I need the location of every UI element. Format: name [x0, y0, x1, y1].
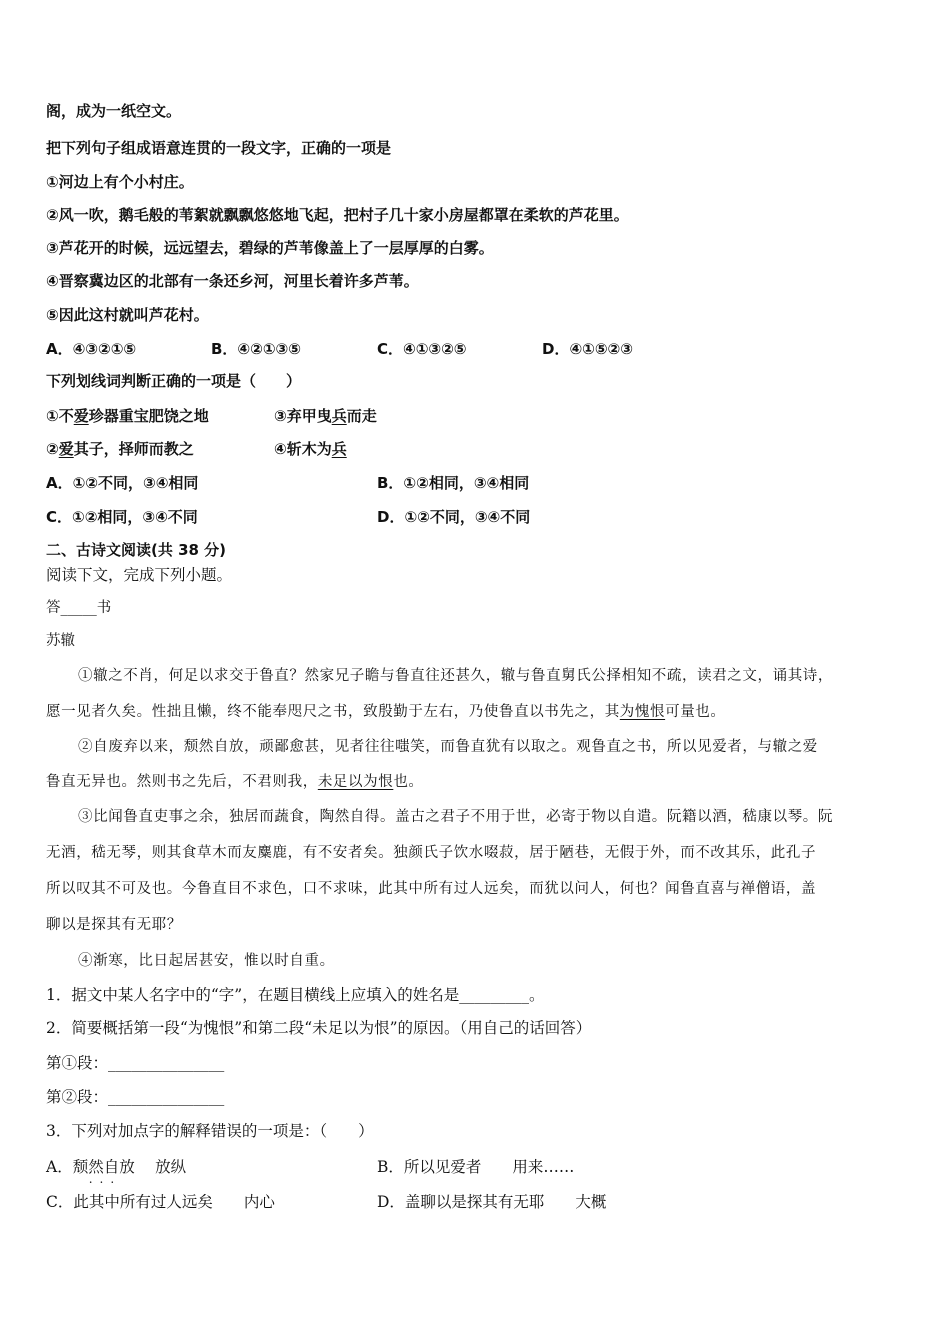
q3-option-c[interactable]: C．此其中所有过人远矣 内心	[46, 1193, 275, 1211]
order-sentence-3: ③芦花开的时候，远远望去，碧绿的芦苇像盖上了一层厚厚的白雾。	[46, 239, 494, 257]
passage-title: 答_____书	[46, 600, 112, 616]
underlined-word: 爱	[58, 440, 74, 458]
emphasis-dots: ...	[88, 1172, 122, 1186]
passage-p3-line3: 所以叹其不可及也。今鲁直目不求色，口不求味，此其中所有过人远矣，而犹以问人，何也？闻鲁直喜与禅僧语，盖	[46, 881, 817, 897]
passage-p3-line1: ③比闻鲁直吏事之余，独居而蔬食，陶然自得。盖古之君子不用于世，必寄于物以自遣。阮籍以酒，嵇康以琴。阮	[78, 809, 833, 825]
prev-question-tail: 阁，成为一纸空文。	[46, 102, 182, 120]
passage-p3-line4: 聊以是探其有无耶？	[46, 917, 182, 933]
question-1: 1．据文中某人名字中的“字”，在题目横线上应填入的姓名是_________。	[46, 986, 545, 1004]
question-2: 2．简要概括第一段“为愧恨”和第二段“未足以为恨”的原因。（用自己的话回答）	[46, 1019, 592, 1037]
underlined-word: 兵	[331, 407, 347, 425]
title-blank: _____	[60, 600, 97, 616]
q3-option-d[interactable]: D．盖聊以是探其有无耶 大概	[377, 1193, 607, 1211]
words-option-a[interactable]: A．①②不同，③④相同	[46, 474, 199, 492]
passage-p3-line2: 无酒，嵇无琴，则其食草木而友麋鹿，有不安者矣。独颜氏子饮水啜菽，居于陋巷，无假于外，而不改其乐，此孔子	[46, 845, 817, 861]
words-question-stem: 下列划线词判断正确的一项是（ ）	[46, 372, 302, 390]
order-option-c[interactable]: C．④①③②⑤	[377, 340, 467, 358]
words-option-b[interactable]: B．①②相同，③④相同	[377, 474, 530, 492]
words-item-2: ②爱其子，择师而教之	[46, 440, 194, 458]
passage-p2-line2: 鲁直无异也。然则书之先后，不君则我，未足以为恨也。	[46, 774, 424, 790]
passage-p4: ④渐寒，比日起居甚安，惟以时自重。	[78, 953, 335, 969]
passage-p1-line2: 愿一见者久矣。性拙且懒，终不能奉咫尺之书，致殷勤于左右，乃使鲁直以书先之，其为愧恨可量也。	[46, 704, 726, 720]
order-question-stem: 把下列句子组成语意连贯的一段文字，正确的一项是	[46, 139, 392, 157]
question-2-answer-2[interactable]: 第②段：_______________	[46, 1088, 225, 1106]
underlined-phrase: 为愧恨	[619, 704, 666, 720]
order-option-a[interactable]: A．④③②①⑤	[46, 340, 137, 358]
passage-p1-line1: ①辙之不肖，何足以求交于鲁直？然家兄子瞻与鲁直往还甚久，辙与鲁直舅氏公择相知不疏，读君之文，诵其诗，	[78, 668, 833, 684]
underlined-word: 爱	[73, 407, 89, 425]
passage-p2-line1: ②自废弃以来，颓然自放，顽鄙愈甚，见者往往嗤笑，而鲁直犹有以取之。观鲁直之书，所以见爱者，与辙之爱	[78, 739, 818, 755]
q3-option-b[interactable]: B．所以见爱者 用来……	[377, 1158, 575, 1176]
underlined-word: 兵	[331, 440, 347, 458]
words-item-4: ④斩木为兵	[274, 440, 347, 458]
order-option-d[interactable]: D．④①⑤②③	[542, 340, 633, 358]
words-item-1: ①不爱珍器重宝肥饶之地	[46, 407, 209, 425]
order-sentence-2: ②风一吹，鹅毛般的苇絮就飘飘悠悠地飞起，把村子几十家小房屋都罩在柔软的芦花里。	[46, 206, 629, 224]
words-option-c[interactable]: C．①②相同，③④不同	[46, 508, 198, 526]
section-heading: 二、古诗文阅读(共 38 分)	[46, 541, 227, 559]
order-sentence-5: ⑤因此这村就叫芦花村。	[46, 306, 209, 324]
order-option-b[interactable]: B．④②①③⑤	[211, 340, 301, 358]
passage-author: 苏辙	[46, 633, 75, 649]
question-3: 3．下列对加点字的解释错误的一项是：（ ）	[46, 1122, 374, 1140]
section-intro: 阅读下文，完成下列小题。	[46, 566, 233, 584]
words-item-3: ③弃甲曳兵而走	[274, 407, 377, 425]
words-option-d[interactable]: D．①②不同，③④不同	[377, 508, 531, 526]
underlined-phrase: 未足以为恨	[317, 774, 394, 790]
q3-option-a[interactable]: A．颓然自放 ... 放纵	[46, 1158, 187, 1186]
order-sentence-1: ①河边上有个小村庄。	[46, 173, 194, 191]
question-2-answer-1[interactable]: 第①段：_______________	[46, 1054, 225, 1072]
order-sentence-4: ④晋察冀边区的北部有一条还乡河，河里长着许多芦苇。	[46, 272, 419, 290]
